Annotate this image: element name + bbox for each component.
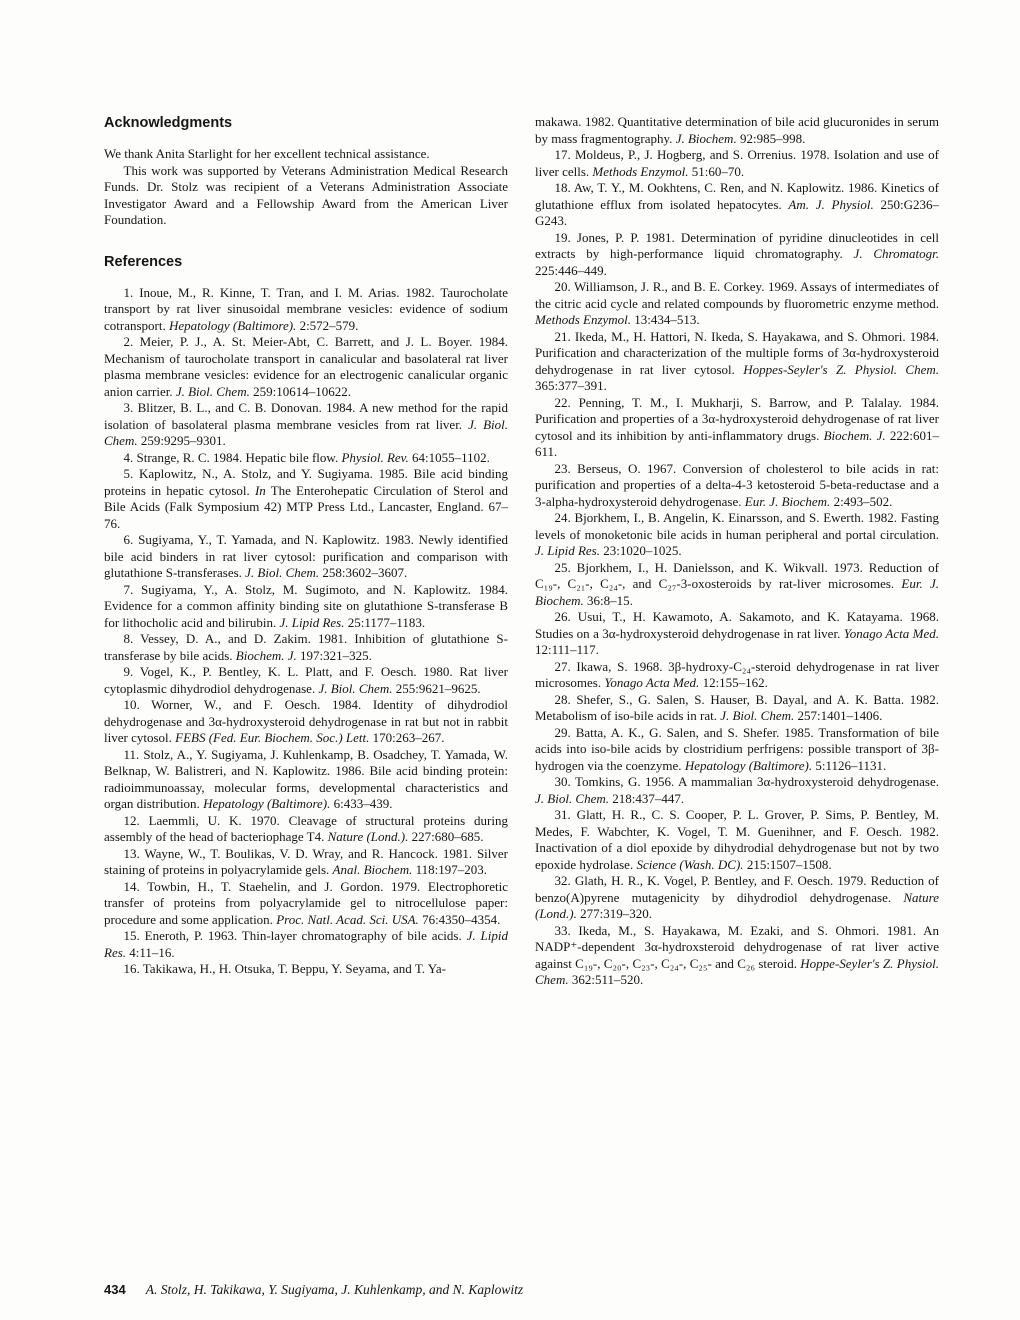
references-column-right bbox=[535, 114, 939, 989]
reference-item bbox=[104, 450, 508, 467]
journal-name: J. Biol. Chem. bbox=[104, 416, 508, 448]
reference-item bbox=[104, 285, 508, 335]
reference-item bbox=[104, 928, 508, 961]
reference-text: 24. Bjorkhem, I., B. Angelin, K. Einarsson, and S. Ewerth. 1982. Fasting levels of monoketonic bile acids in human peripheral and portal circulation. bbox=[535, 510, 939, 542]
acknowledgments-paragraphs bbox=[104, 146, 508, 229]
journal-name: J. Chromatogr. bbox=[853, 246, 939, 261]
reference-text: 17. Moldeus, P., J. Hogberg, and S. Orrenius. 1978. Isolation and use of liver cells. bbox=[535, 147, 939, 179]
footer-authors: A. Stolz, H. Takikawa, Y. Sugiyama, J. Kuhlenkamp, and N. Kaplowitz bbox=[145, 1282, 524, 1297]
reference-text: 218:437–447. bbox=[609, 790, 685, 806]
reference-text: 51:60–70. bbox=[688, 163, 745, 179]
journal-name: Nature (Lond.). bbox=[535, 889, 939, 921]
reference-text: 13. Wayne, W., T. Boulikas, V. D. Wray, and R. Hancock. 1981. Silver staining of proteins in polyacrylamide gels. bbox=[104, 845, 508, 877]
reference-text: 8. Vessey, D. A., and D. Zakim. 1981. Inhibition of glutathione S-transferase by bile acids. bbox=[104, 631, 508, 663]
reference-text: 277:319–320. bbox=[576, 906, 653, 921]
acknowledgments-heading: Acknowledgments bbox=[104, 115, 233, 131]
reference-text: 257:1401–1406. bbox=[794, 708, 883, 723]
reference-text: 258:3602–3607. bbox=[319, 565, 408, 580]
reference-text: 11. Stolz, A., Y. Sugiyama, J. Kuhlenkamp, B. Osadchey, T. Yamada, W. Belknap, W. Balistreri, and N. Kaplowitz. 1986. Bile acid binding protein: radioimmunoassay, molecular forms, developmental characteristics and organ distribution. bbox=[104, 746, 508, 811]
journal-name: Science (Wash. DC). bbox=[636, 856, 744, 872]
reference-item bbox=[535, 230, 939, 280]
reference-text: 6. Sugiyama, Y., T. Yamada, and N. Kaplowitz. 1983. Newly identified bile acid binders in rat liver cytosol: purification and comparison with glutathione S-transferases. bbox=[104, 532, 508, 580]
reference-item bbox=[104, 631, 508, 664]
reference-item bbox=[535, 510, 939, 560]
reference-text: 259:9295–9301. bbox=[137, 433, 226, 448]
journal-name: Eur. J. Biochem. bbox=[744, 493, 831, 509]
journal-name: Biochem. J. bbox=[823, 427, 886, 443]
journal-name: Hoppe-Seyler's Z. Physiol. Chem. bbox=[535, 955, 939, 987]
reference-text: 28. Shefer, S., G. Salen, S. Hauser, B. Dayal, and A. K. Batta. 1982. Metabolism of iso-bile acids in rat. bbox=[535, 691, 939, 723]
reference-item bbox=[104, 813, 508, 846]
reference-item bbox=[104, 961, 508, 978]
reference-text: 32. Glath, H. R., K. Vogel, P. Bentley, and F. Oesch. 1979. Reduction of benzo(A)pyrene mutagenicity by dihydrodiol dehydrogenase. bbox=[535, 873, 939, 905]
reference-item bbox=[104, 697, 508, 747]
journal-name: Biochem. J. bbox=[235, 647, 297, 663]
journal-name: Hepatology (Baltimore). bbox=[168, 317, 297, 333]
reference-item bbox=[104, 400, 508, 450]
reference-text: 12. Laemmli, U. K. 1970. Cleavage of structural proteins during assembly of the head of bacteriophage T4. bbox=[104, 812, 508, 844]
reference-text: This work was supported by Veterans Administration Medical Research Funds. Dr. Stolz was recipient of a Veterans Administration Associate Investigator Award and a Fellowship Award from the American Liver Foundation. bbox=[104, 162, 508, 227]
journal-name: Yonago Acta Med. bbox=[604, 675, 700, 690]
acknowledgments-paragraph bbox=[104, 163, 508, 229]
reference-item bbox=[535, 147, 939, 180]
reference-item bbox=[535, 659, 939, 692]
reference-text: 14. Towbin, H., T. Staehelin, and J. Gordon. 1979. Electrophoretic transfer of proteins from polyacrylamide gel to nitrocellulose paper: procedure and some application. bbox=[104, 878, 508, 927]
journal-name: Hepatology (Baltimore). bbox=[203, 796, 331, 811]
reference-text: 365:377–391. bbox=[535, 378, 607, 393]
reference-item bbox=[104, 582, 508, 632]
reference-text: 222:601–611. bbox=[535, 427, 939, 459]
journal-name: Am. J. Physiol. bbox=[788, 196, 874, 212]
journal-name: J. Lipid Res. bbox=[279, 614, 345, 630]
reference-item bbox=[535, 807, 939, 873]
reference-text: 4. Strange, R. C. 1984. Hepatic bile flow. bbox=[123, 449, 342, 465]
reference-text: 255:9621–9625. bbox=[392, 680, 481, 696]
reference-text: 227:680–685. bbox=[408, 829, 484, 844]
reference-text: 29. Batta, A. K., G. Salen, and S. Shefer. 1985. Transformation of bile acids into iso-bile acids by clostridium perfrigens: possible transport of 3β-hydrogen via the coenzyme. bbox=[535, 724, 939, 773]
reference-text: 23:1020–1025. bbox=[600, 543, 682, 558]
reference-text: 2:493–502. bbox=[830, 493, 893, 509]
reference-item bbox=[104, 879, 508, 929]
reference-text: 92:985–998. bbox=[736, 130, 806, 146]
reference-item bbox=[535, 329, 939, 395]
acknowledgments-paragraph bbox=[104, 146, 508, 163]
journal-name: J. Biol. Chem. bbox=[720, 708, 795, 723]
reference-text: The Enterohepatic Circulation of Sterol and Bile Acids (Falk Symposium 42) MTP Press Ltd., Lancaster, England. 67–76. bbox=[104, 482, 508, 531]
reference-text: 25:1177–1183. bbox=[344, 614, 426, 630]
reference-text: 23. Berseus, O. 1967. Conversion of cholesterol to bile acids in rat: purification and properties of a delta-4-3 ketosteroid 5-beta-reductase and a 3-alpha-hydroxysteroid dehydrogenase. bbox=[535, 460, 939, 509]
reference-text: 170:263–267. bbox=[369, 730, 445, 745]
left-column bbox=[104, 114, 508, 989]
reference-text: 12:111–117. bbox=[535, 642, 599, 657]
reference-text: 16. Takikawa, H., H. Otsuka, T. Beppu, Y. Seyama, and T. Ya- bbox=[123, 961, 446, 976]
reference-text: 225:446–449. bbox=[535, 262, 607, 278]
reference-text: makawa. 1982. Quantitative determination of bile acid glucuronides in serum by mass fragmentography. bbox=[535, 114, 939, 146]
reference-text: 36:8–15. bbox=[583, 592, 633, 608]
reference-item bbox=[104, 664, 508, 697]
reference-item bbox=[535, 114, 939, 147]
reference-text: 21. Ikeda, M., H. Hattori, N. Ikeda, S. Hayakawa, and S. Ohmori. 1984. Purification and characterization of the multiple forms of 3α-hydroxysteroid dehydrogenase in rat liver cytosol. bbox=[535, 328, 939, 377]
reference-text: 259:10614–10622. bbox=[249, 383, 351, 399]
reference-item bbox=[535, 873, 939, 923]
reference-item bbox=[104, 846, 508, 879]
journal-name: Eur. J. Biochem. bbox=[535, 576, 939, 608]
reference-text: 2. Meier, P. J., A. St. Meier-Abt, C. Barrett, and J. L. Boyer. 1984. Mechanism of taurocholate transport in canalicular and basolateral rat liver plasma membrane vesicles: evidence for an electrogenic canalicular organic anion carrier. bbox=[104, 334, 508, 399]
journal-name: J. Lipid Res. bbox=[535, 543, 600, 558]
journal-name: Methods Enzymol. bbox=[535, 312, 632, 327]
reference-text: 64:1055–1102. bbox=[408, 449, 490, 465]
reference-item bbox=[535, 560, 939, 610]
reference-item bbox=[535, 180, 939, 230]
reference-text: 5. Kaplowitz, N., A. Stolz, and Y. Sugiyama. 1985. Bile acid binding proteins in hepatic cytosol. bbox=[104, 466, 508, 498]
page-footer bbox=[104, 1282, 940, 1298]
reference-text: 10. Worner, W., and F. Oesch. 1984. Identity of dihydrodiol dehydrogenase and 3α-hydroxysteroid dehydrogenase in rat but not in rabbit liver cytosol. bbox=[104, 697, 508, 745]
reference-text: 15. Eneroth, P. 1963. Thin-layer chromatography of bile acids. bbox=[123, 928, 467, 943]
journal-name: Nature (Lond.). bbox=[327, 829, 409, 844]
reference-text: 118:197–203. bbox=[412, 862, 487, 877]
reference-text: 18. Aw, T. Y., M. Ookhtens, C. Ren, and N. Kaplowitz. 1986. Kinetics of glutathione efflux from isolated hepatocytes. bbox=[535, 180, 939, 212]
journal-name: Proc. Natl. Acad. Sci. USA. bbox=[276, 911, 419, 927]
reference-text: 6:433–439. bbox=[330, 796, 393, 811]
reference-text: 215:1507–1508. bbox=[743, 856, 832, 872]
reference-item bbox=[535, 461, 939, 511]
reference-text: 20. Williamson, J. R., and B. E. Corkey. 1969. Assays of intermediates of the citric acid cycle and related compounds by fluorometric enzyme method. bbox=[535, 279, 939, 311]
reference-text: 12:155–162. bbox=[699, 675, 768, 690]
reference-text: 33. Ikeda, M., S. Hayakawa, M. Ezaki, and S. Ohmori. 1981. An NADP⁺-dependent 3α-hydroxsteroid dehydrogenase of rat liver active against C₁₉-, C₂₀-, C₂₃-, C₂₄-, C₂₅- and C₂₆ steroid. bbox=[535, 922, 939, 971]
reference-text: 27. Ikawa, S. 1968. 3β-hydroxy-C₂₄-steroid dehydrogenase in rat liver microsomes. bbox=[535, 658, 939, 690]
journal-name: J. Biol. Chem. bbox=[535, 790, 610, 806]
reference-item bbox=[535, 725, 939, 775]
journal-name: FEBS (Fed. Eur. Biochem. Soc.) Lett. bbox=[175, 730, 370, 745]
journal-name: Hoppes-Seyler's Z. Physiol. Chem. bbox=[743, 361, 939, 377]
reference-item bbox=[104, 466, 508, 532]
reference-text: 13:434–513. bbox=[631, 312, 700, 327]
reference-text: 7. Sugiyama, Y., A. Stolz, M. Sugimoto, and N. Kaplowitz. 1984. Evidence for a common affinity binding site on glutathione S-transferase B for lithocholic acid and bilirubin. bbox=[104, 581, 508, 630]
reference-text: 197:321–325. bbox=[296, 647, 372, 663]
references-heading: References bbox=[104, 253, 183, 270]
journal-name: J. Biol. Chem. bbox=[245, 565, 320, 580]
reference-text: 2:572–579. bbox=[296, 317, 359, 333]
reference-item bbox=[104, 747, 508, 813]
reference-text: 19. Jones, P. P. 1981. Determination of pyridine dinucleotides in cell extracts by high-performance liquid chromatography. bbox=[535, 229, 939, 261]
reference-text: 9. Vogel, K., P. Bentley, K. L. Platt, and F. Oesch. 1980. Rat liver cytoplasmic dihydrodiol dehydrogenase. bbox=[104, 664, 508, 696]
reference-text: We thank Anita Starlight for her excellent technical assistance. bbox=[104, 146, 430, 161]
reference-text: 5:1126–1131. bbox=[812, 757, 887, 773]
reference-text: 26. Usui, T., H. Kawamoto, A. Sakamoto, and K. Katayama. 1968. Studies on a 3α-hydroxysteroid dehydrogenase in rat liver. bbox=[535, 609, 939, 641]
reference-item bbox=[104, 532, 508, 582]
reference-text: 30. Tomkins, G. 1956. A mammalian 3α-hydroxysteroid dehydrogenase. bbox=[554, 774, 939, 789]
reference-item bbox=[535, 692, 939, 725]
reference-text: 31. Glatt, H. R., C. S. Cooper, P. L. Grover, P. Sims, P. Bentley, M. Medes, F. Wabchter, K. Vogel, T. M. Guenihner, and F. Oesch. 1982. Inactivation of a diol epoxide by dihydrodial dehydrogenase but not by two epoxide hydrolase. bbox=[535, 807, 939, 872]
journal-name: Anal. Biochem. bbox=[332, 862, 413, 877]
reference-text: 3. Blitzer, B. L., and C. B. Donovan. 1984. A new method for the rapid isolation of basolateral plasma membrane vesicles from rat liver. bbox=[104, 400, 508, 432]
reference-text: 4:11–16. bbox=[126, 944, 175, 960]
references-column-left bbox=[104, 285, 508, 978]
reference-text: 22. Penning, T. M., I. Mukharji, S. Barrow, and P. Talalay. 1984. Purification and properties of a 3α-hydroxysteroid dehydrogenase of rat liver cytosol and its inhibition by anti-inflammatory drugs. bbox=[535, 394, 939, 443]
reference-text: 250:G236–G243. bbox=[535, 196, 940, 228]
journal-name: Physiol. Rev. bbox=[341, 449, 409, 465]
journal-name: Hepatology (Baltimore). bbox=[684, 757, 813, 773]
journal-name: J. Biol. Chem. bbox=[318, 680, 393, 696]
reference-text: 1. Inoue, M., R. Kinne, T. Tran, and I. M. Arias. 1982. Taurocholate transport by rat liver sinusoidal membrane vesicles: evidence of sodium cotransport. bbox=[104, 284, 508, 333]
reference-text: 25. Bjorkhem, I., H. Danielsson, and K. Wikvall. 1973. Reduction of C₁₉-, C₂₁-, C₂₄-, and C₂₇-3-oxosteroids by rat-liver microsomes. bbox=[535, 559, 939, 591]
journal-name: J. Biochem. bbox=[675, 130, 737, 146]
journal-name: J. Lipid Res. bbox=[104, 928, 508, 960]
reference-item bbox=[535, 279, 939, 329]
reference-item bbox=[535, 609, 939, 659]
page-number: 434 bbox=[104, 1282, 126, 1297]
journal-name: Methods Enzymol. bbox=[592, 163, 689, 179]
reference-item bbox=[535, 395, 939, 461]
two-column-content bbox=[104, 114, 940, 989]
journal-name: Yonago Acta Med. bbox=[843, 625, 939, 641]
reference-text: 362:511–520. bbox=[568, 972, 644, 987]
journal-name: J. Biol. Chem. bbox=[175, 383, 250, 399]
reference-item bbox=[104, 334, 508, 400]
right-column bbox=[535, 114, 939, 989]
journal-name: In bbox=[254, 482, 266, 498]
reference-item bbox=[535, 923, 939, 989]
reference-item bbox=[535, 774, 939, 807]
reference-text: 76:4350–4354. bbox=[418, 911, 501, 927]
